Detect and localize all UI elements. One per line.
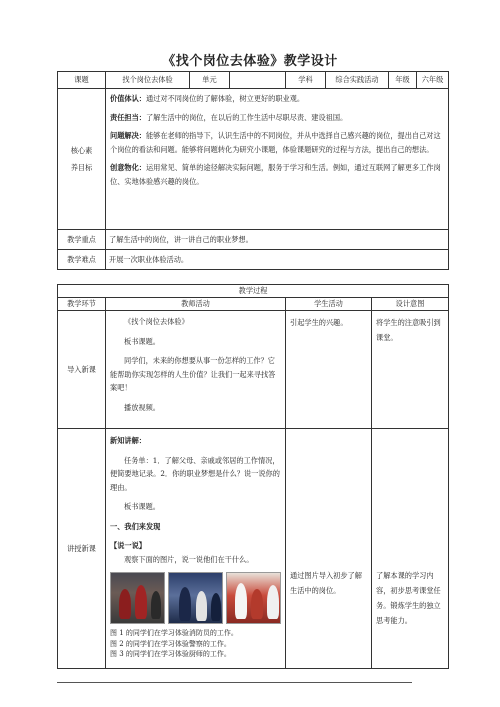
lecture-teacher: [106, 429, 286, 669]
caption-1: 图 1 的同学们在学习体验消防员的工作。: [110, 629, 238, 637]
lecture-intent: 了解本课的学习内容，初步思考课堂任务。锻炼学生的独立思考能力。: [372, 429, 449, 669]
intro-student: 引起学生的兴趣。: [286, 311, 372, 429]
say-heading: 【说一说】: [110, 541, 146, 550]
course-label: 课题: [58, 72, 106, 89]
core-item-creativity: 创意物化：运用常见、简单的途径解决实际问题，服务于学习和生活。例如，通过互联网了解更多工作岗位、实地体验感兴趣的岗位。: [110, 163, 441, 186]
grade-value: 六年级: [417, 72, 449, 89]
grade-label: 年级: [389, 72, 417, 89]
caption-2: 图 2 的同学们在学习体验警察的工作。: [110, 639, 231, 648]
subject-value: 综合实践活动: [326, 72, 389, 89]
core-goal-content: [106, 89, 449, 230]
process-title: 教学过程: [58, 285, 449, 298]
caption-3: 图 3 的同学们在学习体验厨师的工作。: [110, 650, 231, 658]
col-stage: 教学环节: [58, 298, 106, 311]
police-photo: [168, 572, 223, 624]
section-discover: 一、我们来发现: [110, 521, 161, 531]
page-title: 《找个岗位去体验》教学设计: [162, 54, 338, 69]
board-note: 板书课题。: [124, 502, 160, 511]
chef-photo: [226, 572, 281, 624]
core-item-responsibility: 责任担当：了解生活中的岗位，在以后的工作生活中尽职尽责、建设祖国。: [110, 112, 348, 122]
stage-intro: 导入新课: [58, 311, 106, 429]
say-text: 观察下面的图片，说一说他们在干什么。: [124, 554, 254, 564]
key-point-value: 了解生活中的岗位，讲一讲自己的职业梦想。: [106, 230, 449, 250]
course-value: 找个岗位去体验: [106, 72, 190, 89]
intro-intent: 将学生的注意吸引到课堂。: [372, 311, 449, 429]
firefighter-photo: [110, 572, 165, 624]
new-knowledge-heading: 新知讲解：: [110, 436, 146, 445]
teaching-process-table: [57, 284, 449, 669]
key-point-label: 教学重点: [58, 230, 106, 250]
unit-value: [230, 72, 286, 89]
photo-strip: [110, 572, 281, 624]
stage-lecture: 讲授新课: [58, 429, 106, 669]
difficulty-label: 教学难点: [58, 250, 106, 270]
core-item-value: 价值体认：通过对不同岗位的了解体验，树立更好的职业观。: [110, 94, 305, 103]
lecture-student: 通过图片导入初步了解生活中的岗位。: [286, 429, 372, 669]
unit-label: 单元: [190, 72, 230, 89]
core-item-problem-solving: 问题解决：能够在老师的指导下，认识生活中的不同岗位，并从中选择自己感兴趣的岗位，提出自己对这个岗位的看法和问题。能够将问题转化为研究小课题，体验课题研究的过程与方法，提出自己的想法。: [110, 131, 441, 154]
col-teacher: 教师活动: [106, 298, 286, 311]
lesson-info-table: [57, 71, 449, 270]
intro-teacher: 《找个岗位去体验》 板书课题。 同学们，未来的你想要从事一份怎样的工作？它能帮助你实现怎样的人生价值？让我们一起来寻找答案吧！ 播放视频。: [106, 311, 286, 429]
difficulty-value: 开展一次职业体验活动。: [106, 250, 449, 270]
subject-label: 学科: [286, 72, 326, 89]
col-intent: 设计意图: [372, 298, 449, 311]
footer-rule: [57, 682, 412, 683]
task-list: 任务单：1．了解父母、亲戚或邻居的工作情况，便简要地记录。2．你的职业梦想是什么？说一说你的理由。: [110, 455, 280, 492]
core-goal-label: 核心素 养目标: [58, 89, 106, 230]
col-student: 学生活动: [286, 298, 372, 311]
